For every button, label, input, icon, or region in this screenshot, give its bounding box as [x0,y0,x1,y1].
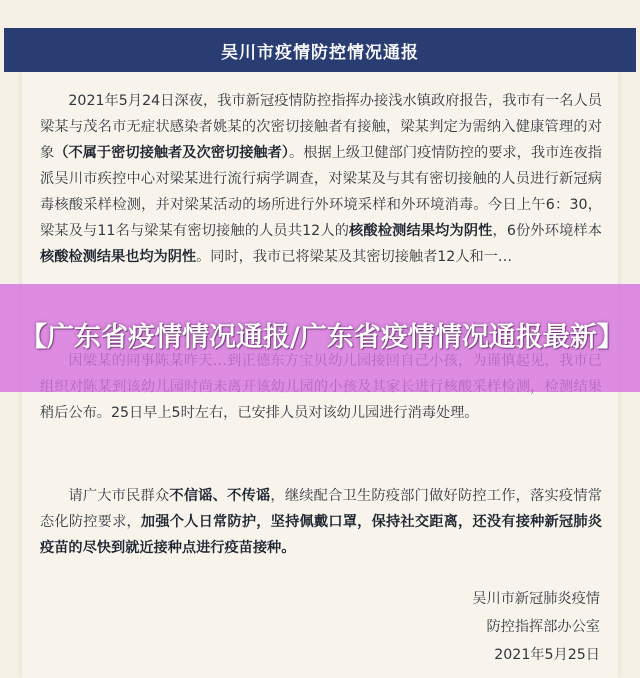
report-text-3: ，6份外环境样本 [492,223,602,239]
signature-org-line2: 防控指挥部办公室 [486,619,600,635]
report-emphasis-negative-2: 核酸检测结果也均为阴性 [40,249,197,265]
appeal-emphasis-rumor: 不信谣、不传谣 [169,488,271,504]
report-text-2: 。根据上级卫健部门疫情防控的要求，我市连夜指派吴川市疾控中心对梁某进行流行病学调查，对梁某及与其有密切接触的人员进行新冠病毒核酸采样检测，并对梁某活动的场所进行外环境采样和外环境消毒。今日上午6：30，梁某及与11名与梁某有密切接触的人员共12人的 [40,145,602,239]
signature-block [472,585,600,669]
notice-title: 吴川市疫情防控情况通报 [221,42,419,63]
title-overlay-banner [0,284,640,392]
kindergarten-text: 稍后公布。25日早上5时左右，已安排人员对该幼儿园进行消毒处理。 [40,405,479,421]
appeal-emphasis-protection: 加强个人日常防护，坚持佩戴口罩，保持社交距离，还没有接种新冠肺炎疫苗的尽快到就近接种点进行疫苗接种。 [40,514,602,556]
signature-org-line1: 吴川市新冠肺炎疫情 [472,591,600,607]
signature-date: 2021年5月25日 [494,647,600,663]
notice-header [4,28,636,72]
report-emphasis-not-contact: （不属于密切接触者及次密切接触者） [54,145,290,161]
paragraph-appeal [40,483,602,561]
overlay-title: 【广东省疫情情况通报/广东省疫情情况通报最新】 [20,322,624,353]
appeal-text-2: ，继续配合卫生防疫部门做好防控工作，落实疫情常态化防控要求， [40,488,602,530]
paragraph-report [40,88,602,270]
report-text-1: 2021年5月24日深夜，我市新冠疫情防控指挥办接浅水镇政府报告，我市有一名人员梁某与茂名市无症状感染者姚某的次密切接触者有接触，梁某判定为需纳入健康管理的对象 [40,93,602,161]
appeal-text-1: 请广大市民群众 [68,488,170,504]
report-text-4: 。同时，我市已将梁某及其密切接触者12人和一… [196,249,513,265]
report-emphasis-negative-1: 核酸检测结果均为阴性 [349,223,493,239]
